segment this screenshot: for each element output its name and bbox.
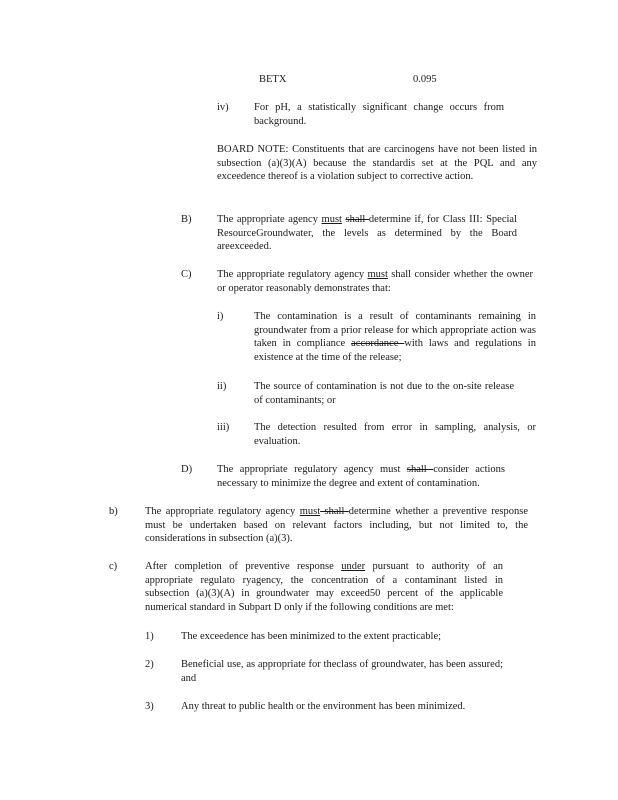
inserted-text: must xyxy=(299,506,321,517)
deleted-text: shall xyxy=(406,464,434,475)
item-text xyxy=(145,560,503,614)
item-label: 1) xyxy=(145,631,154,642)
item-text: Beneficial use, as appropriate for theclass of groundwater, has been assured; and xyxy=(181,659,503,684)
item-label: B) xyxy=(181,214,192,225)
item-text xyxy=(254,310,536,364)
item-text: Any threat to public health or the environment has been minimized. xyxy=(181,701,466,712)
item-text xyxy=(145,505,528,546)
text-run: shall consider whether the owner or operator reasonably demonstrates that: xyxy=(217,269,533,294)
text-run: with laws and regulations in existence at the time of the release; xyxy=(254,338,536,363)
text-run: The appropriate regulatory agency xyxy=(145,506,300,517)
text-run: After completion of preventive response xyxy=(145,561,342,572)
item-label: ii) xyxy=(217,381,227,392)
text-run: determine if, for Class III: Special ResourceGroundwater, the levels as determined by the Board areexceeded. xyxy=(217,214,517,252)
deleted-text: accordance xyxy=(351,338,405,349)
board-note-text: BOARD NOTE: Constituents that are carcinogens have not been listed in subsection (a)(3)(A) because the standardis set at the PQL and any exceedence thereof is a violation subject to corrective action. xyxy=(217,144,537,182)
item-text xyxy=(217,268,533,295)
inserted-text: must xyxy=(321,214,342,225)
deleted-text: shall xyxy=(320,506,349,517)
item-label: C) xyxy=(181,269,192,280)
item-text xyxy=(217,463,505,490)
item-text: For pH, a statistically significant change occurs from background. xyxy=(254,102,504,127)
text-run: The appropriate agency xyxy=(217,214,322,225)
text-run: The contamination is a result of contaminants remaining in groundwater from a prior release for which appropriate action was taken in compliance xyxy=(254,311,536,349)
item-label: 3) xyxy=(145,701,154,712)
text-run: pursuant to authority of an appropriate regulato ryagency, the concentration of a contaminant listed in subsection (a)(3)(A) in groundwater may exceed50 percent of the applicable numerical standard in Subpart D only if the following conditions are met: xyxy=(145,561,503,613)
board-note xyxy=(217,143,537,184)
item-label: D) xyxy=(181,464,193,475)
item-text xyxy=(217,213,517,254)
item-label: iv) xyxy=(217,102,229,113)
item-text: The source of contamination is not due to the on-site release of contaminants; or xyxy=(254,381,514,406)
item-label: c) xyxy=(109,561,118,572)
inserted-text: under xyxy=(341,561,366,572)
text-run: The appropriate regulatory agency must xyxy=(217,464,407,475)
inserted-text: must xyxy=(367,269,388,280)
text-run: The appropriate regulatory agency xyxy=(217,269,368,280)
item-label: b) xyxy=(109,506,118,517)
deleted-text: shall xyxy=(345,214,369,225)
item-text: The detection resulted from error in sampling, analysis, or evaluation. xyxy=(254,422,536,447)
text-run: consider actions necessary to minimize the degree and extent of contamination. xyxy=(217,464,506,489)
item-label: 2) xyxy=(145,659,154,670)
constituent-value: 0.095 xyxy=(413,74,437,85)
item-label: i) xyxy=(217,311,224,322)
item-label: iii) xyxy=(217,422,230,433)
text-run: determine whether a preventive response must be undertaken based on relevant factors including, but not limited to, the considerations in subsection (a)(3). xyxy=(145,506,528,544)
item-text: The exceedence has been minimized to the extent practicable; xyxy=(181,631,442,642)
constituent-name: BETX xyxy=(259,74,287,85)
